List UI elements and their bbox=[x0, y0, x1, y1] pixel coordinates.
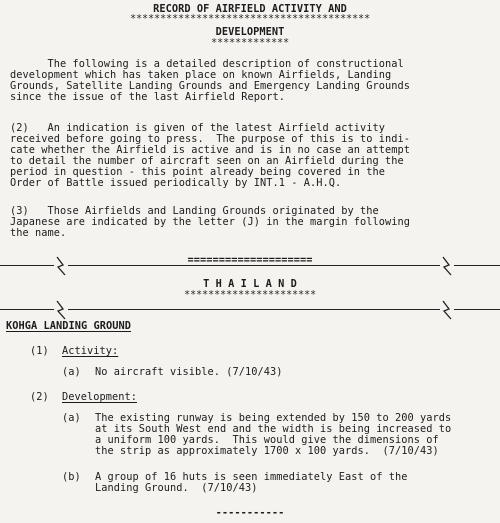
country-heading: T H A I L A N D bbox=[203, 278, 297, 290]
intro-para2-line3: cate whether the Airfield is active and is in no case an attempt bbox=[10, 144, 410, 156]
title-underline-stars: **************************************** bbox=[130, 13, 370, 25]
break-mark-left-2-icon bbox=[54, 299, 68, 321]
development-item-b-marker: (b) bbox=[62, 471, 81, 483]
activity-item-a-text: No aircraft visible. (7/10/43) bbox=[95, 366, 283, 378]
intro-para2-line5: period in question - this point already being covered in the bbox=[10, 166, 385, 178]
intro-para2-line6: Order of Battle issued periodically by INT.1 - A.H.Q. bbox=[10, 177, 342, 189]
page-break-line-bottom bbox=[0, 309, 500, 310]
activity-label: Activity: bbox=[62, 345, 119, 357]
development-item-a-marker: (a) bbox=[62, 412, 81, 424]
development-item-a-line1: The existing runway is being extended by 150 to 200 yards bbox=[95, 412, 452, 424]
section-separator: ==================== bbox=[187, 254, 313, 266]
intro-para2-line1: (2) An indication is given of the latest Airfield activity bbox=[10, 122, 385, 134]
intro-para3-line3: the name. bbox=[10, 227, 67, 239]
activity-number: (1) bbox=[30, 345, 49, 357]
intro-para2-line4: to detail the number of aircraft seen on an Airfield during the bbox=[10, 155, 404, 167]
intro-para3-line2: Japanese are indicated by the letter (J) in the margin following bbox=[10, 216, 410, 228]
development-item-a-line4: the strip as approximately 1700 x 100 yards. (7/10/43) bbox=[95, 445, 439, 457]
intro-para1-line1: The following is a detailed description of constructional bbox=[10, 58, 404, 70]
intro-para1-line2: development which has taken place on known Airfields, Landing bbox=[10, 69, 392, 81]
development-item-a-line3: a uniform 100 yards. This would give the dimensions of bbox=[95, 434, 439, 446]
development-number: (2) bbox=[30, 391, 49, 403]
development-item-a-line2: at its South West end and the width is being increased to bbox=[95, 423, 452, 435]
intro-para2-line2: received before going to press. The purpose of this is to indi- bbox=[10, 133, 410, 145]
report-title-line2: DEVELOPMENT bbox=[215, 26, 285, 38]
activity-item-a-marker: (a) bbox=[62, 366, 81, 378]
airfield-name-heading: KOHGA LANDING GROUND bbox=[6, 320, 131, 332]
development-label: Development: bbox=[62, 391, 137, 403]
intro-para1-line3: Grounds, Satellite Landing Grounds and Emergency Landing Grounds bbox=[10, 80, 410, 92]
footer-dashes: ----------- bbox=[215, 507, 285, 519]
intro-para3-line1: (3) Those Airfields and Landing Grounds originated by the bbox=[10, 205, 379, 217]
subtitle-underline-stars: ************* bbox=[211, 37, 289, 49]
development-item-b-line1: A group of 16 huts is seen immediately East of the bbox=[95, 471, 408, 483]
intro-para1-line4: since the issue of the last Airfield Report. bbox=[10, 91, 285, 103]
report-title-line1: RECORD OF AIRFIELD ACTIVITY AND bbox=[153, 3, 347, 15]
country-underline-stars: ********************** bbox=[184, 289, 316, 301]
break-mark-right-2-icon bbox=[440, 299, 454, 321]
development-item-b-line2: Landing Ground. (7/10/43) bbox=[95, 482, 258, 494]
